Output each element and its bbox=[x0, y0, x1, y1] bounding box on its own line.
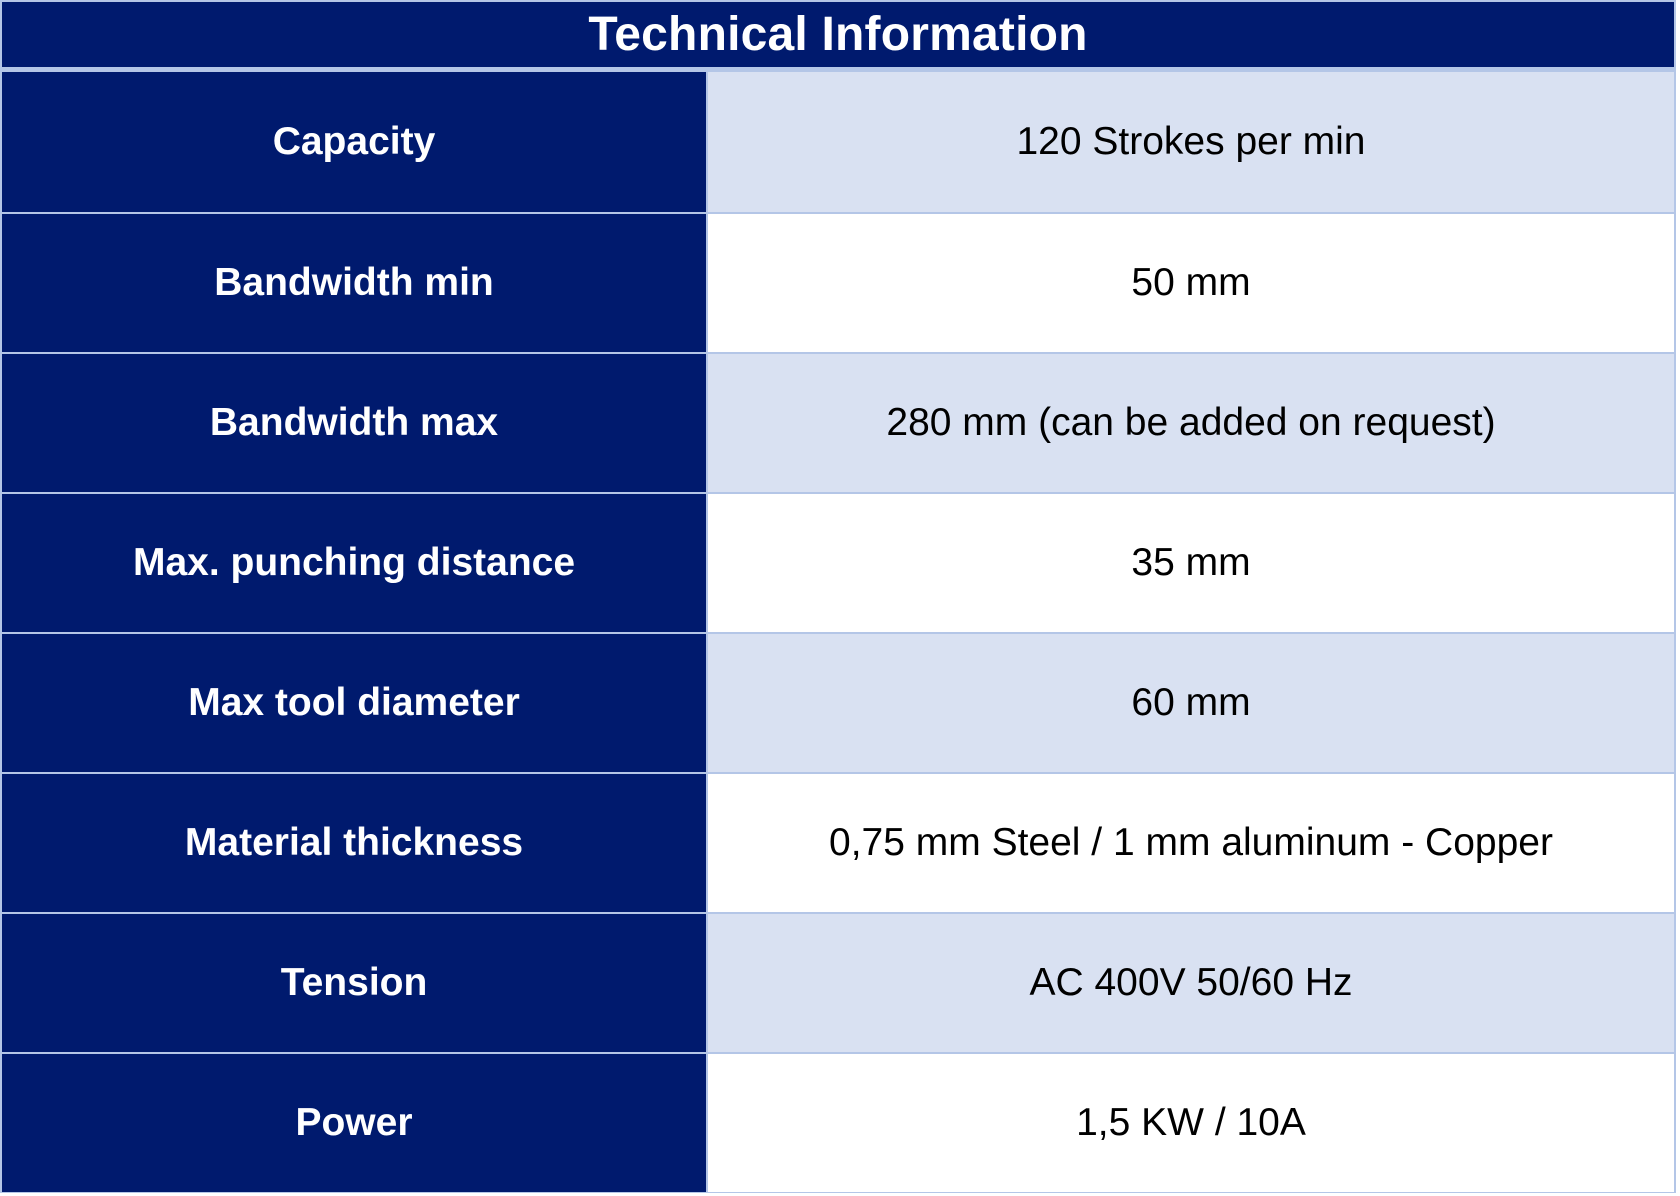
row-value: 0,75 mm Steel / 1 mm aluminum - Copper bbox=[708, 772, 1674, 912]
table-row bbox=[2, 912, 1674, 1052]
table-row bbox=[2, 352, 1674, 492]
table-body bbox=[2, 72, 1674, 1192]
row-label: Max. punching distance bbox=[2, 492, 708, 632]
table-row bbox=[2, 632, 1674, 772]
row-value: 280 mm (can be added on request) bbox=[708, 352, 1674, 492]
table-row bbox=[2, 492, 1674, 632]
table-row bbox=[2, 72, 1674, 212]
row-label: Material thickness bbox=[2, 772, 708, 912]
row-value: 120 Strokes per min bbox=[708, 72, 1674, 212]
table-row bbox=[2, 772, 1674, 912]
table-row bbox=[2, 1052, 1674, 1192]
table-title: Technical Information bbox=[2, 2, 1674, 72]
row-value: 35 mm bbox=[708, 492, 1674, 632]
row-label: Bandwidth max bbox=[2, 352, 708, 492]
row-label: Bandwidth min bbox=[2, 212, 708, 352]
row-label: Capacity bbox=[2, 72, 708, 212]
row-value: 1,5 KW / 10A bbox=[708, 1052, 1674, 1192]
row-value: 50 mm bbox=[708, 212, 1674, 352]
row-label: Max tool diameter bbox=[2, 632, 708, 772]
row-value: AC 400V 50/60 Hz bbox=[708, 912, 1674, 1052]
row-value: 60 mm bbox=[708, 632, 1674, 772]
row-label: Tension bbox=[2, 912, 708, 1052]
row-label: Power bbox=[2, 1052, 708, 1192]
table-row bbox=[2, 212, 1674, 352]
